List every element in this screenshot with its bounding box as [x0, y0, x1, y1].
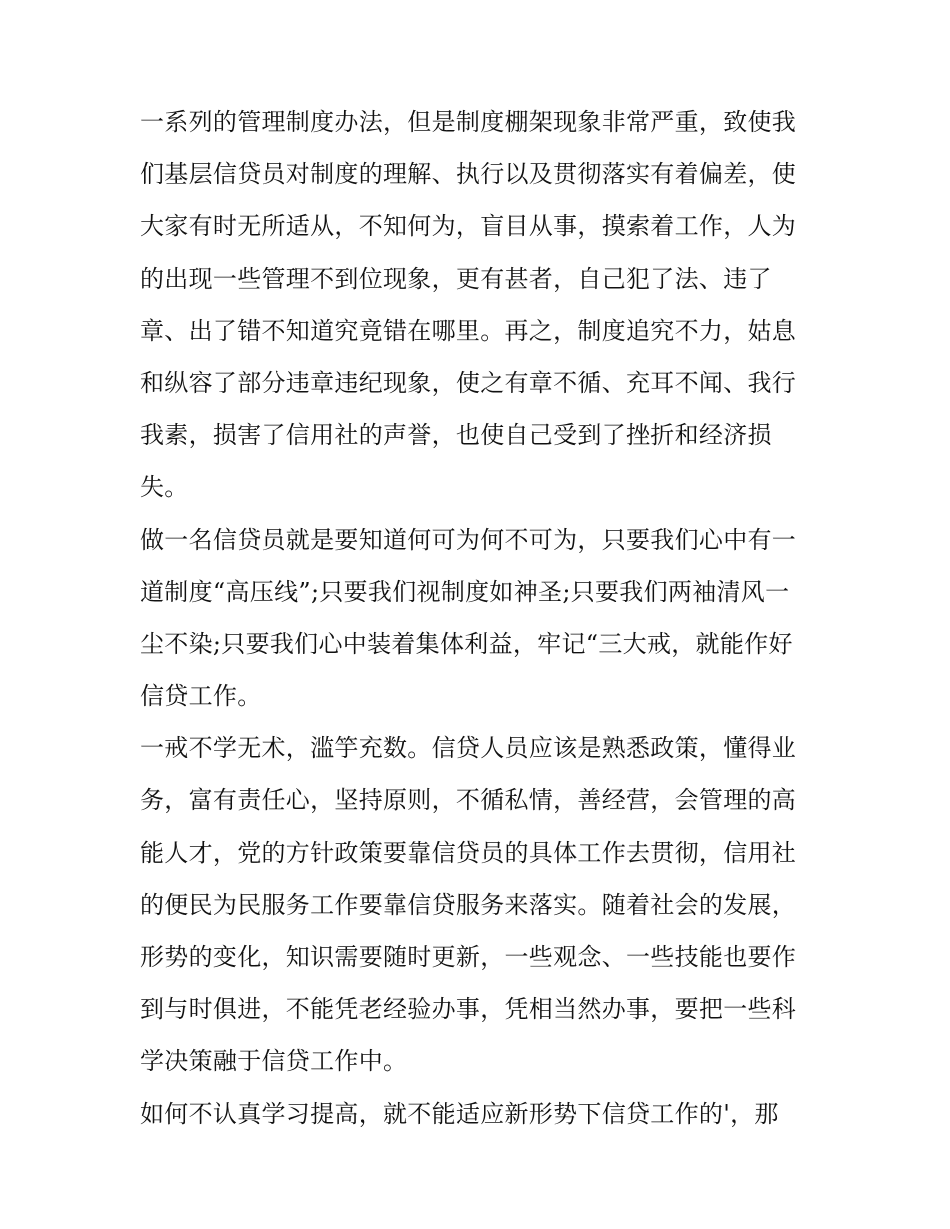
text-line: 形势的变化，知识需要随时更新，一些观念、一些技能也要作 — [140, 943, 797, 971]
text-line: 能人才，党的方针政策要靠信贷员的具体工作去贯彻，信用社 — [140, 838, 797, 867]
text-line: 失。 — [140, 473, 189, 502]
text-line: 尘不染;只要我们心中装着集体利益，牢记“三大戒，就能作好 — [140, 629, 793, 658]
paragraph-2 — [140, 514, 820, 723]
text-line: 道制度“高压线”;只要我们视制度如神圣;只要我们两袖清风一 — [140, 577, 790, 606]
document-body — [140, 96, 820, 1140]
text-line: 我素，损害了信用社的声誉，也使自己受到了挫折和经济损 — [140, 421, 772, 450]
text-line: 一戒不学无术，滥竽充数。信贷人员应该是熟悉政策，懂得业 — [140, 734, 797, 763]
text-line: 的便民为民服务工作要靠信贷服务来落实。随着社会的发展， — [140, 890, 797, 919]
text-line: 信贷工作。 — [140, 682, 262, 711]
text-line: 做一名信贷员就是要知道何可为何不可为，只要我们心中有一 — [140, 525, 797, 554]
text-line: 学决策融于信贷工作中。 — [140, 1047, 408, 1076]
text-line: 和纵容了部分违章违纪现象，使之有章不循、充耳不闻、我行 — [140, 368, 797, 397]
paragraph-3 — [140, 722, 820, 1087]
text-line: 的出现一些管理不到位现象，更有甚者，自己犯了法、违了 — [140, 264, 772, 293]
text-line: 们基层信贷员对制度的理解、执行以及贯彻落实有着偏差，使 — [140, 160, 797, 189]
text-line: 如何不认真学习提高，就不能适应新形势下信贷工作的'，那 — [140, 1099, 779, 1128]
paragraph-4 — [140, 1088, 820, 1140]
text-line: 务，富有责任心，坚持原则，不循私情，善经营，会管理的高 — [140, 786, 797, 815]
text-line: 大家有时无所适从，不知何为，盲目从事，摸索着工作，人为 — [140, 212, 797, 241]
text-line: 章、出了错不知道究竟错在哪里。再之，制度追究不力，姑息 — [140, 316, 797, 345]
paragraph-1 — [140, 96, 820, 514]
text-line: 到与时俱进，不能凭老经验办事，凭相当然办事，要把一些科 — [140, 995, 797, 1024]
text-line: 一系列的管理制度办法，但是制度棚架现象非常严重，致使我 — [140, 108, 797, 136]
